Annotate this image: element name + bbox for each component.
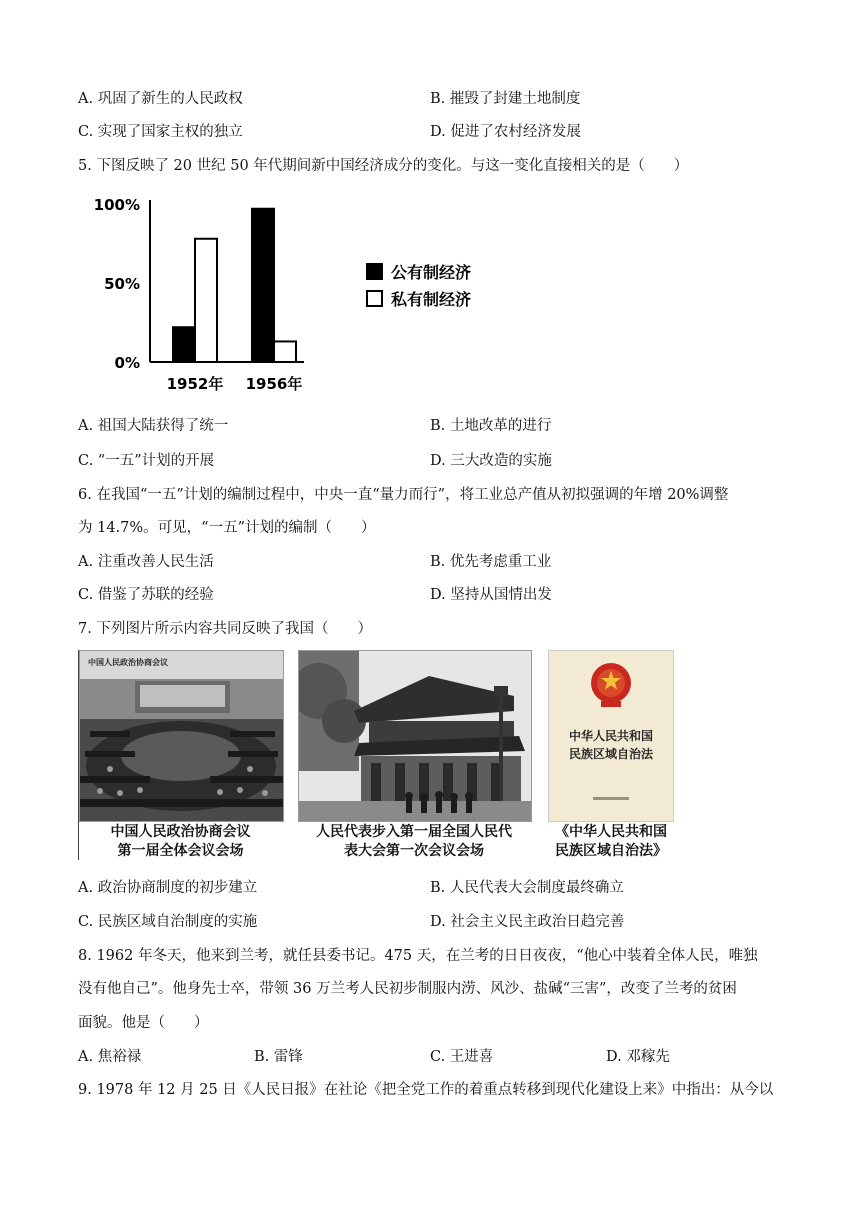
q8-option-c: C. 王进喜 [430,1049,494,1065]
q7-option-b: B. 人民代表大会制度最终确立 [430,880,624,896]
q5-option-a: A. 祖国大陆获得了统一 [78,418,229,434]
q4-option-c: C. 实现了国家主权的独立 [78,124,243,140]
legend-label-0: 公有制经济 [391,263,472,282]
legend-swatch-1 [367,291,382,306]
q5-option-b: B. 土地改革的进行 [430,418,552,434]
caption-npc-line1: 人民代表步入第一届全国人民代 [316,824,512,840]
q5-option-c: C. “一五”计划的开展 [78,453,215,469]
q8-stem-line3: 面貌。他是（ ） [78,1015,209,1031]
bar-private-1 [274,341,296,362]
q7-stem: 7. 下列图片所示内容共同反映了我国（ ） [78,621,372,637]
q6-option-c: C. 借鉴了苏联的经验 [78,587,214,603]
y-tick-label: 0% [114,354,140,372]
book-title-line2: 民族区域自治法 [568,747,653,761]
q6-option-b: B. 优先考虑重工业 [430,554,552,570]
q8-stem-line2: 没有他自己”。他身先士卒，带领 36 万兰考人民初步制服内涝、风沙、盐碱“三害”，改变了兰考的贫困 [78,981,737,997]
caption-npc [298,823,530,861]
q7-option-a: A. 政治协商制度的初步建立 [78,880,258,896]
q5-stem: 5. 下图反映了 20 世纪 50 年代期间新中国经济成分的变化。与这一变化直接相关的是（ ） [78,158,689,174]
caption-law [536,823,686,861]
q7-option-c: C. 民族区域自治制度的实施 [78,914,258,930]
book-title [549,727,673,763]
x-tick-label: 1956年 [245,375,303,393]
caption-law-line2: 民族区域自治法》 [555,843,667,859]
q7-option-d: D. 社会主义民主政治日趋完善 [430,914,625,930]
q4-option-b: B. 摧毁了封建土地制度 [430,91,581,107]
photo1-banner-text: 中国人民政治协商会议 [88,658,168,667]
publisher-mark [593,797,629,800]
bar-public-0 [173,327,195,362]
q4-option-a: A. 巩固了新生的人民政权 [78,91,243,107]
q8-option-d: D. 邓稼先 [606,1049,670,1065]
national-emblem-icon [549,651,673,721]
q4-option-d: D. 促进了农村经济发展 [430,124,581,140]
q8-option-b: B. 雷锋 [254,1049,303,1065]
npc-building-photo [298,650,532,822]
q6-stem-line2: 为 14.7%。可见，“一五”计划的编制（ ） [78,520,376,536]
q9-stem-line1: 9. 1978 年 12 月 25 日《人民日报》在社论《把全党工作的着重点转移到现代化建设上来》中指出：从今以 [78,1082,774,1098]
y-tick-label: 100% [93,196,140,214]
caption-cppcc-line1: 中国人民政治协商会议 [110,824,251,840]
law-book-cover [548,650,674,822]
caption-npc-line2: 表大会第一次会议会场 [344,843,484,859]
x-tick-label: 1952年 [166,375,224,393]
caption-law-line1: 《中华人民共和国 [555,824,667,840]
q6-stem-line1: 6. 在我国“一五”计划的编制过程中，中央一直“量力而行”，将工业总产值从初拟强调的年增 20%调整 [78,487,729,503]
bar-private-0 [195,239,217,362]
q6-option-a: A. 注重改善人民生活 [78,554,214,570]
q5-option-d: D. 三大改造的实施 [430,453,552,469]
book-title-line1: 中华人民共和国 [568,729,653,743]
q8-stem-line1: 8. 1962 年冬天，他来到兰考，就任县委书记。475 天，在兰考的日日夜夜，“他心中装着全体人民，唯独 [78,948,758,964]
bar-chart-svg [86,190,526,405]
caption-cppcc [78,823,283,861]
caption-cppcc-line2: 第一届全体会议会场 [117,843,244,859]
y-tick-label: 50% [104,275,140,293]
q8-option-a: A. 焦裕禄 [78,1049,142,1065]
bar-public-1 [252,209,274,362]
cppcc-hall-photo [79,650,284,822]
legend-label-1: 私有制经济 [391,290,472,309]
economy-chart [86,190,526,405]
q6-option-d: D. 坚持从国情出发 [430,587,552,603]
legend-swatch-0 [367,264,382,279]
